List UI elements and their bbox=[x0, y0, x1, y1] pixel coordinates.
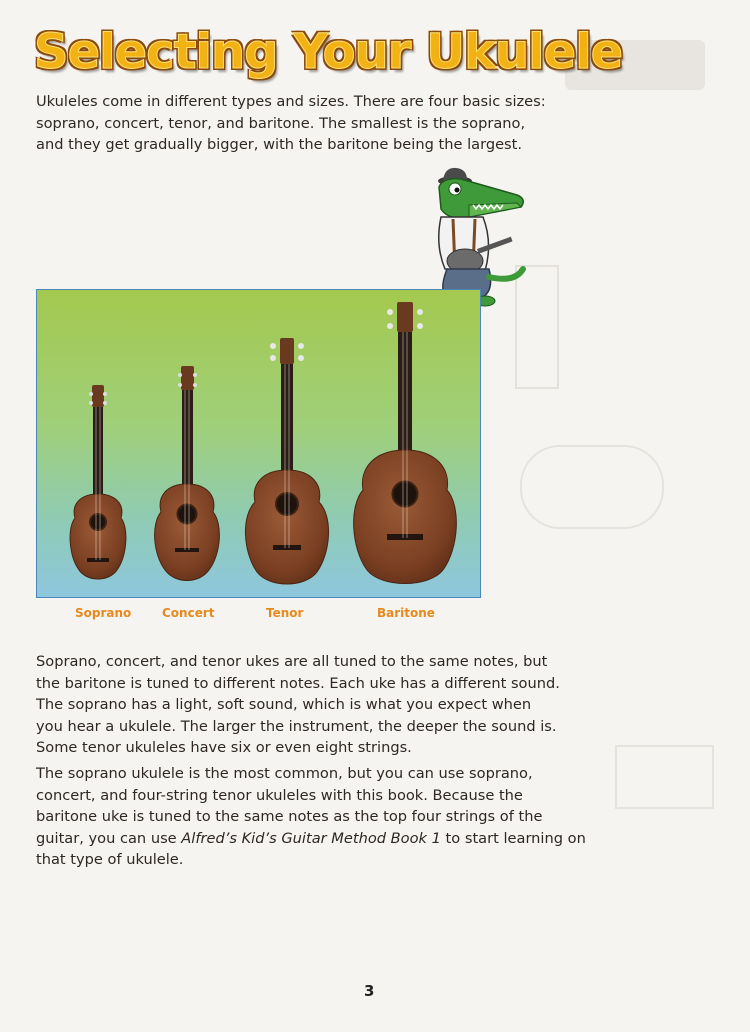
body-line: Some tenor ukuleles have six or even eight strings. bbox=[36, 739, 412, 756]
intro-line: soprano, concert, tenor, and baritone. The smallest is the soprano, bbox=[36, 114, 526, 132]
body-line: Soprano, concert, and tenor ukes are all tuned to the same notes, but bbox=[36, 653, 548, 670]
body-line: the baritone is tuned to different notes. Each uke has a different sound. bbox=[36, 674, 560, 692]
ukulele-lineup-illustration bbox=[37, 290, 481, 598]
ukulele-size-photo bbox=[36, 289, 481, 598]
body-line: baritone uke is tuned to the same notes as the top four strings of the bbox=[36, 808, 543, 825]
baritone-ukulele bbox=[354, 302, 457, 584]
tenor-ukulele bbox=[245, 338, 328, 584]
body-line-with-title bbox=[36, 828, 586, 850]
body-line: The soprano ukulele is the most common, but you can use soprano, bbox=[36, 765, 533, 782]
label-baritone: Baritone bbox=[377, 606, 435, 620]
body-line: The soprano has a light, soft sound, which is what you expect when bbox=[36, 696, 532, 713]
body-line: concert, and four-string tenor ukuleles with this book. Because the bbox=[36, 786, 523, 804]
label-concert: Concert bbox=[162, 606, 215, 620]
label-tenor: Tenor bbox=[266, 606, 304, 620]
body-line: that type of ukulele. bbox=[36, 851, 184, 868]
body-line: you hear a ukulele. The larger the instrument, the deeper the sound is. bbox=[36, 717, 557, 735]
soprano-ukulele bbox=[70, 385, 126, 579]
book-usage-paragraph bbox=[36, 763, 586, 871]
concert-ukulele bbox=[155, 366, 220, 581]
body-text: guitar, you can use bbox=[36, 829, 182, 847]
bleed-through-shape-3 bbox=[520, 445, 664, 529]
page-number: 3 bbox=[364, 982, 375, 1000]
intro-paragraph bbox=[36, 91, 546, 156]
label-soprano: Soprano bbox=[75, 606, 132, 620]
body-text: to start learning on bbox=[440, 829, 586, 847]
intro-line: and they get gradually bigger, with the baritone being the largest. bbox=[36, 136, 523, 153]
page-title: Selecting Your Ukulele bbox=[34, 24, 623, 80]
bleed-through-shape-4 bbox=[615, 745, 714, 809]
sizes-paragraph bbox=[36, 651, 560, 759]
book-title: Alfred’s Kid’s Guitar Method Book 1 bbox=[181, 829, 441, 847]
intro-line: Ukuleles come in different types and sizes. There are four basic sizes: bbox=[36, 93, 546, 110]
